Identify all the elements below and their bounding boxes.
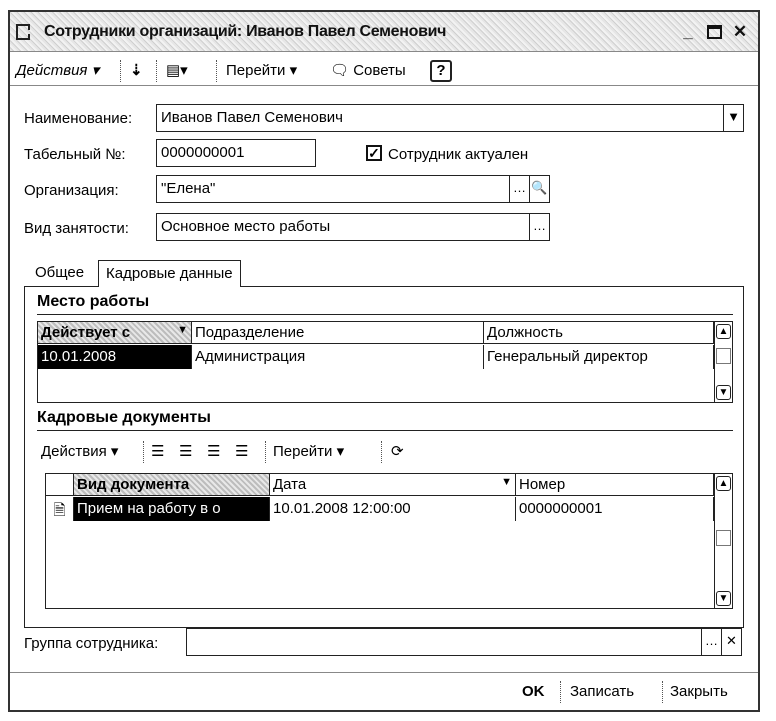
actions-menu-label: Действия xyxy=(16,62,88,79)
list-add-icon[interactable]: ☰ xyxy=(151,443,165,460)
organization-field[interactable] xyxy=(156,175,550,203)
scroll-thumb[interactable] xyxy=(716,348,731,364)
group-label: Группа сотрудника: xyxy=(24,635,159,652)
tips-button[interactable] xyxy=(330,60,406,82)
tab-number-label: Табельный №: xyxy=(24,146,126,163)
goto-menu-button[interactable]: Перейти ▾ xyxy=(226,62,298,79)
enter-on-base-icon[interactable]: ⇣ xyxy=(130,62,143,79)
docs-actions-label: Действия xyxy=(41,443,107,460)
chevron-down-icon[interactable]: ▼ xyxy=(723,105,743,131)
close-window-button[interactable]: ✕ xyxy=(732,22,748,41)
scroll-up-icon[interactable]: ▲ xyxy=(716,476,731,491)
docs-actions-menu-button[interactable]: Действия ▾ xyxy=(41,443,119,460)
select-ellipsis-icon[interactable]: … xyxy=(509,176,529,202)
list-delete-icon[interactable]: ☰ xyxy=(235,443,249,460)
cell-doc-type[interactable]: Прием на работу в о xyxy=(74,497,270,521)
ok-button[interactable]: OK xyxy=(522,683,545,700)
column-header-label: Дата xyxy=(273,476,307,493)
hr-docs-table[interactable] xyxy=(45,473,733,609)
sort-down-icon: ▼ xyxy=(501,476,512,488)
workplace-scrollbar[interactable] xyxy=(714,322,732,402)
hr-docs-section-title: Кадровые документы xyxy=(37,409,211,426)
cell-department[interactable]: Администрация xyxy=(192,345,484,369)
scroll-down-icon[interactable]: ▼ xyxy=(716,385,731,400)
column-header-label: Действует с xyxy=(41,324,131,341)
group-field[interactable] xyxy=(186,628,742,656)
open-search-icon[interactable]: 🔍 xyxy=(529,176,549,202)
organization-value: "Елена" xyxy=(161,180,216,197)
tab-general[interactable]: Общее xyxy=(35,264,85,281)
column-header-position[interactable]: Должность xyxy=(484,322,714,344)
workplace-table[interactable] xyxy=(37,321,733,403)
toolbar-separator xyxy=(265,441,266,463)
docs-goto-label: Перейти xyxy=(273,443,333,460)
tab-number-value: 0000000001 xyxy=(161,144,245,161)
maximize-button[interactable] xyxy=(704,22,724,42)
toolbar-separator xyxy=(381,441,382,463)
tips-icon: 🗨 xyxy=(330,62,350,79)
employment-value: Основное место работы xyxy=(161,218,331,235)
close-button[interactable]: Закрыть xyxy=(670,683,728,700)
document-icon xyxy=(16,24,30,40)
list-edit-icon[interactable]: ☰ xyxy=(207,443,221,460)
organization-label: Организация: xyxy=(24,182,119,199)
minimize-button[interactable]: _ xyxy=(683,22,693,41)
help-button[interactable] xyxy=(430,60,452,82)
employment-label: Вид занятости: xyxy=(24,220,129,237)
save-button[interactable]: Записать xyxy=(570,683,635,700)
column-header-start-date[interactable] xyxy=(38,322,192,344)
scroll-down-icon[interactable]: ▼ xyxy=(716,591,731,606)
goto-menu-label: Перейти xyxy=(226,62,286,79)
section-divider xyxy=(37,314,733,315)
select-ellipsis-icon[interactable]: … xyxy=(701,629,721,655)
sort-down-icon: ▼ xyxy=(177,324,188,336)
column-header-icon xyxy=(46,474,74,496)
refresh-icon[interactable]: ⟳ xyxy=(391,443,404,460)
toolbar-separator xyxy=(143,441,144,463)
toolbar-separator xyxy=(120,60,121,82)
document-icon: 🗎 xyxy=(46,497,74,521)
cell-start-date[interactable]: 10.01.2008 xyxy=(38,345,192,369)
toolbar-separator xyxy=(216,60,217,82)
name-label: Наименование: xyxy=(24,110,133,127)
print-dropdown-icon[interactable]: ▤▾ xyxy=(166,62,188,79)
workplace-section-title: Место работы xyxy=(37,293,150,310)
column-header-doc-type[interactable]: Вид документа xyxy=(74,474,270,496)
cell-number[interactable]: 0000000001 xyxy=(516,497,714,521)
hr-docs-scrollbar[interactable] xyxy=(714,474,732,608)
clear-icon[interactable]: ✕ xyxy=(721,629,741,655)
docs-goto-menu-button[interactable]: Перейти ▾ xyxy=(273,443,345,460)
column-header-number[interactable]: Номер xyxy=(516,474,714,496)
scroll-up-icon[interactable]: ▲ xyxy=(716,324,731,339)
cell-position[interactable]: Генеральный директор xyxy=(484,345,714,369)
actions-menu-button[interactable]: Действия ▾ xyxy=(16,62,100,79)
title-bar[interactable] xyxy=(10,12,758,52)
window-title: Сотрудники организаций: Иванов Павел Семенович xyxy=(44,23,447,40)
scroll-thumb[interactable] xyxy=(716,530,731,546)
list-copy-icon[interactable]: ☰ xyxy=(179,443,193,460)
hr-data-panel xyxy=(24,286,744,628)
footer-separator xyxy=(662,681,663,703)
column-header-date[interactable] xyxy=(270,474,516,496)
select-ellipsis-icon[interactable]: … xyxy=(529,214,549,240)
section-divider xyxy=(37,430,733,431)
employee-form-window xyxy=(8,10,760,712)
tab-number-field[interactable] xyxy=(156,139,316,167)
footer-bar xyxy=(10,672,758,710)
tips-label: Советы xyxy=(353,62,406,79)
toolbar-separator xyxy=(156,60,157,82)
cell-date[interactable]: 10.01.2008 12:00:00 xyxy=(270,497,516,521)
name-field[interactable] xyxy=(156,104,744,132)
help-icon: ? xyxy=(430,60,452,82)
active-label: Сотрудник актуален xyxy=(388,146,529,163)
active-checkbox[interactable]: ✓ xyxy=(366,145,382,161)
main-toolbar xyxy=(10,54,758,86)
column-header-department[interactable]: Подразделение xyxy=(192,322,484,344)
employment-field[interactable] xyxy=(156,213,550,241)
tab-hr-data[interactable]: Кадровые данные xyxy=(98,260,241,287)
name-value: Иванов Павел Семенович xyxy=(161,109,343,126)
footer-separator xyxy=(560,681,561,703)
